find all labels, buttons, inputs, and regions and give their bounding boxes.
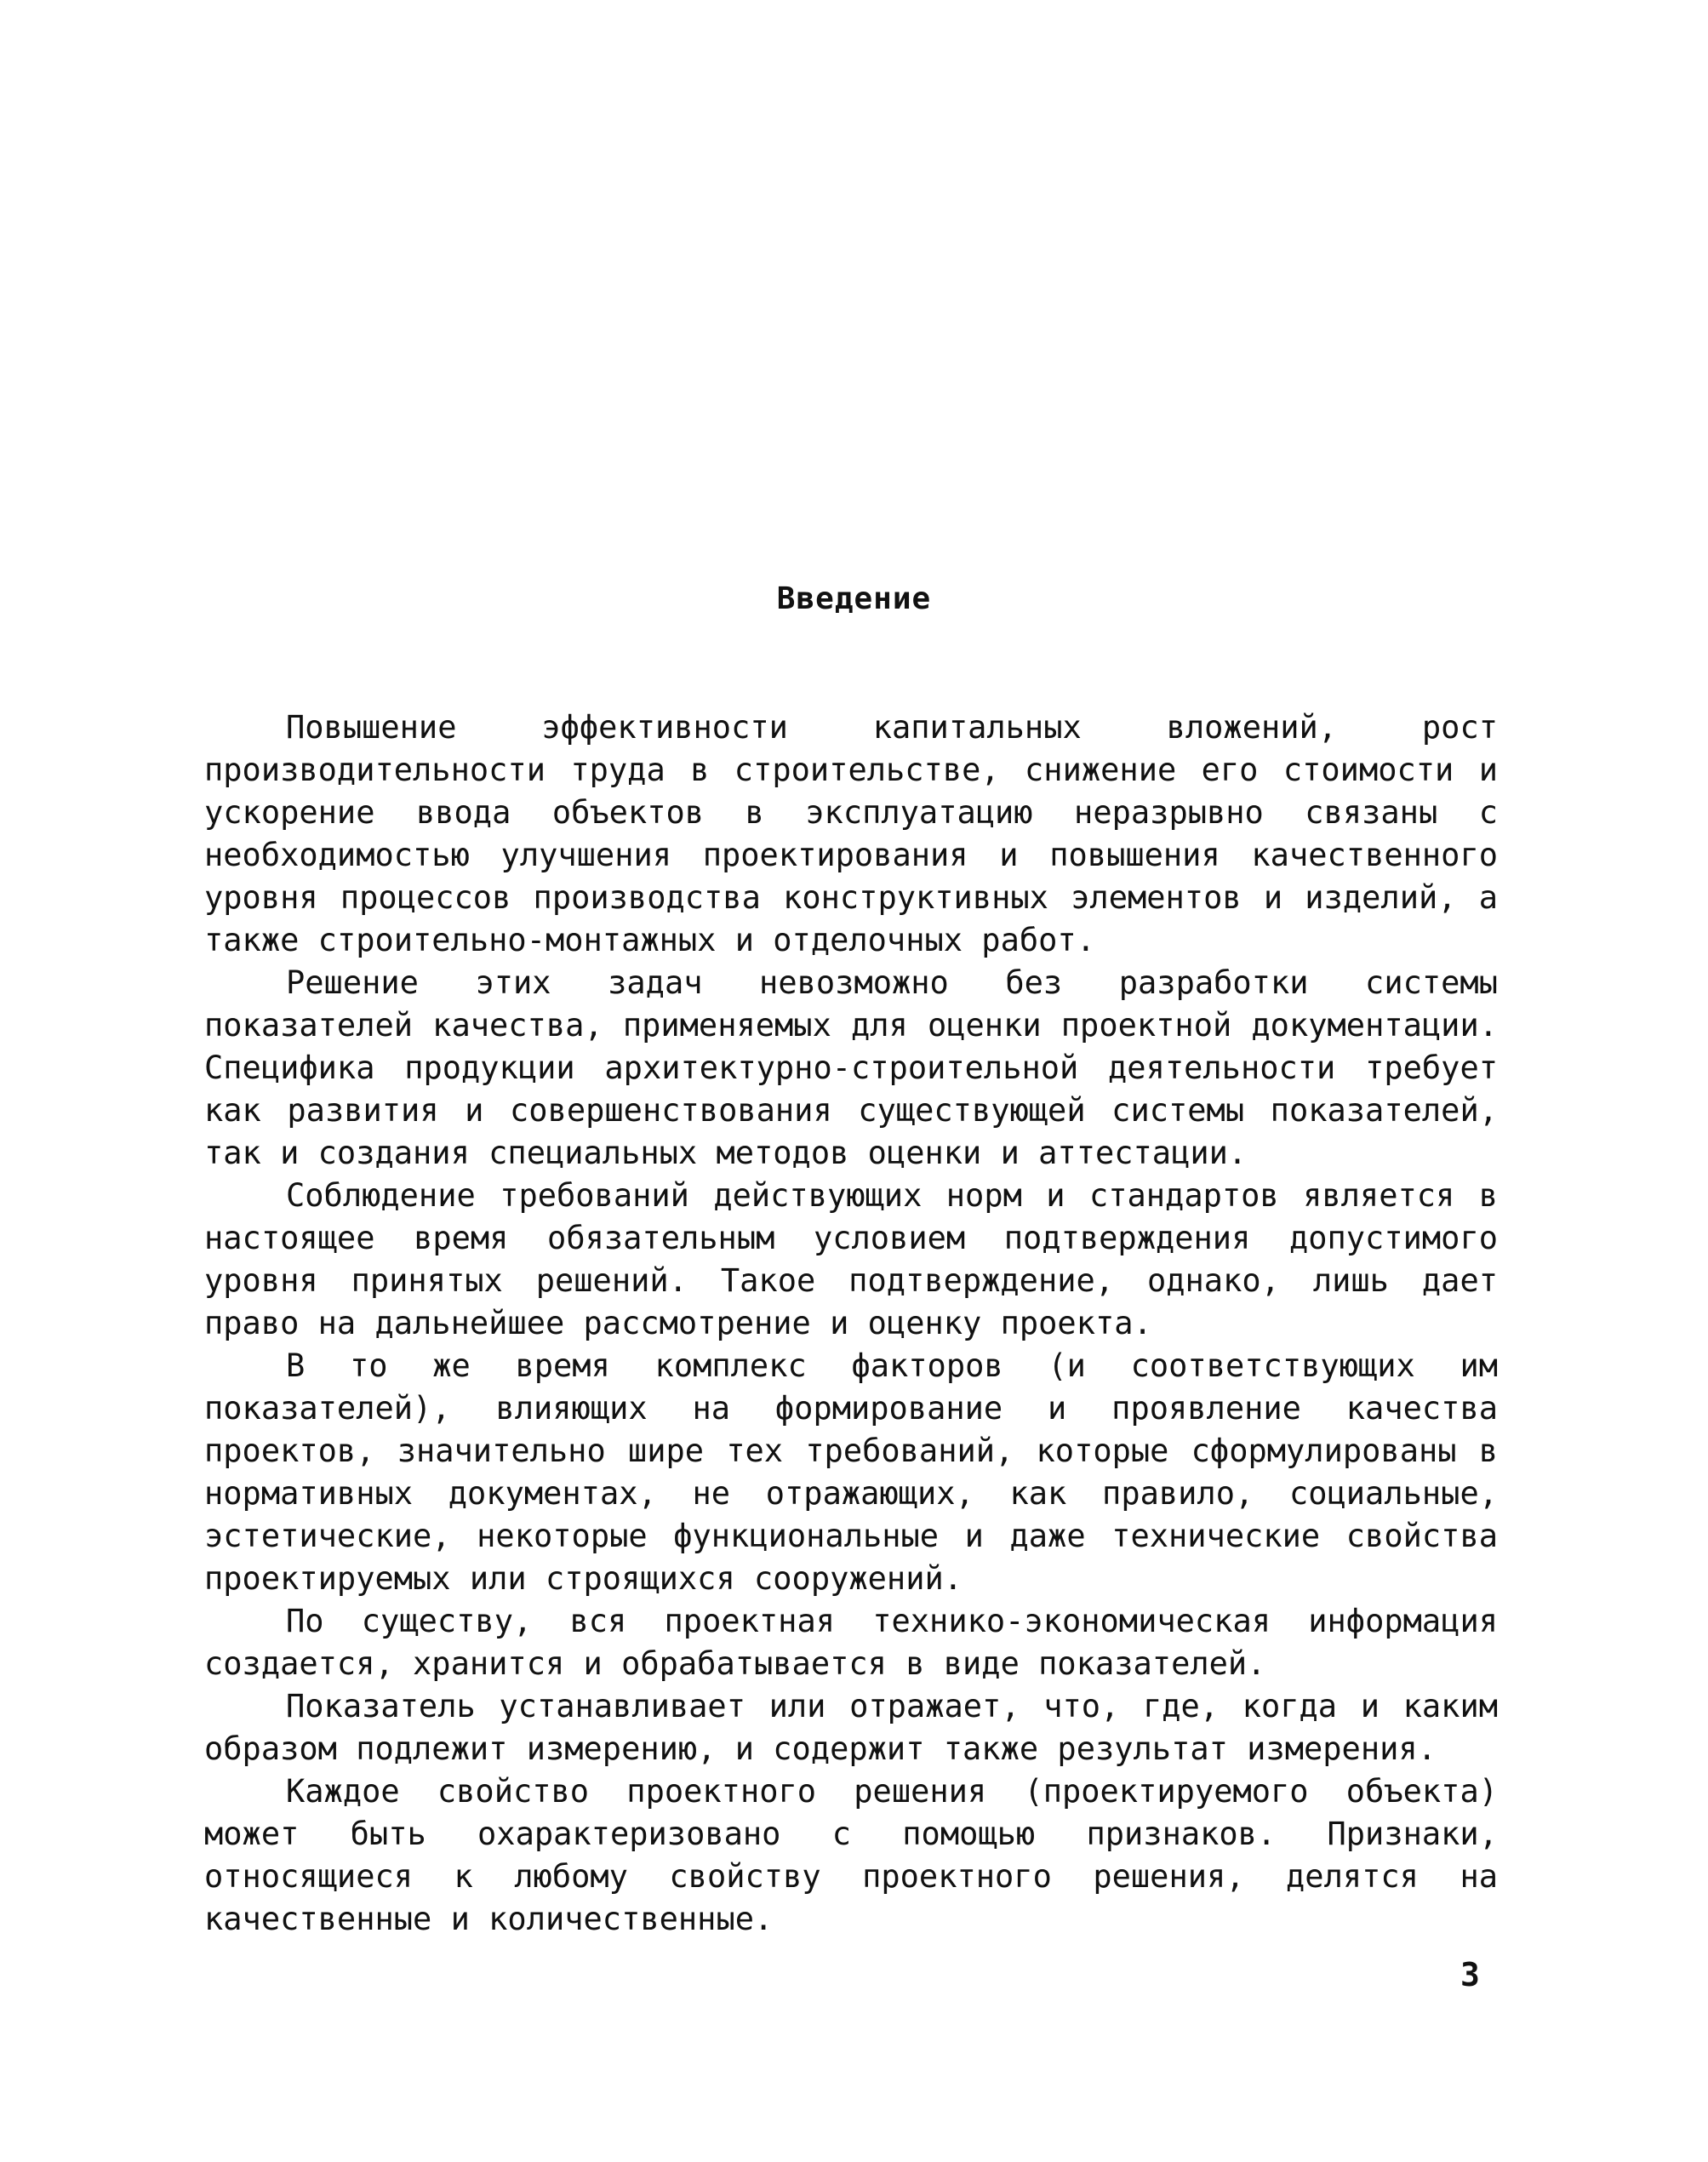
page-number: 3 (1460, 1956, 1480, 1993)
paragraph-2: Решение этих задач невозможно без разработки системы показателей качества, применяемых для оценки проектной документации. Специфика продукции архитектурно-строительной деятельности требует как развития и совершенствования существующей системы показателей, так и создания специальных методов оценки и аттестации. (204, 964, 1498, 1171)
paragraph-6: Показатель устанавливает или отражает, что, где, когда и каким образом подлежит измерению, и содержит также результат измерения. (204, 1688, 1498, 1767)
paragraph-1: Повышение эффективности капитальных вложений, рост производительности труда в строительстве, снижение его стоимости и ускорение ввода объектов в эксплуатацию неразрывно связаны с необходимостью улучшения проектирования и повышения качественного уровня процессов производства конструктивных элементов и изделий, а также строительно-монтажных и отделочных работ. (204, 709, 1498, 958)
paragraph-5: По существу, вся проектная технико-экономическая информация создается, хранится и обрабатывается в виде показателей. (204, 1603, 1498, 1682)
paragraph-4: В то же время комплекс факторов (и соответствующих им показателей), влияющих на формирование и проявление качества проектов, значительно шире тех требований, которые сформулированы в нормативных документах, не отражающих, как правило, социальные, эстетические, некоторые функциональные и даже технические свойства проектируемых или строящихся сооружений. (204, 1347, 1498, 1597)
paragraph-7: Каждое свойство проектного решения (проектируемого объекта) может быть охарактеризовано с помощью признаков. Признаки, относящиеся к любому свойству проектного решения, делятся на качественные и количественные. (204, 1773, 1498, 1937)
paragraph-3: Соблюдение требований действующих норм и стандартов является в настоящее время обязательным условием подтверждения допустимого уровня принятых решений. Такое подтверждение, однако, лишь дает право на дальнейшее рассмотрение и оценку проекта. (204, 1177, 1498, 1341)
body-text (204, 706, 1498, 1941)
section-title: Введение (776, 581, 932, 616)
